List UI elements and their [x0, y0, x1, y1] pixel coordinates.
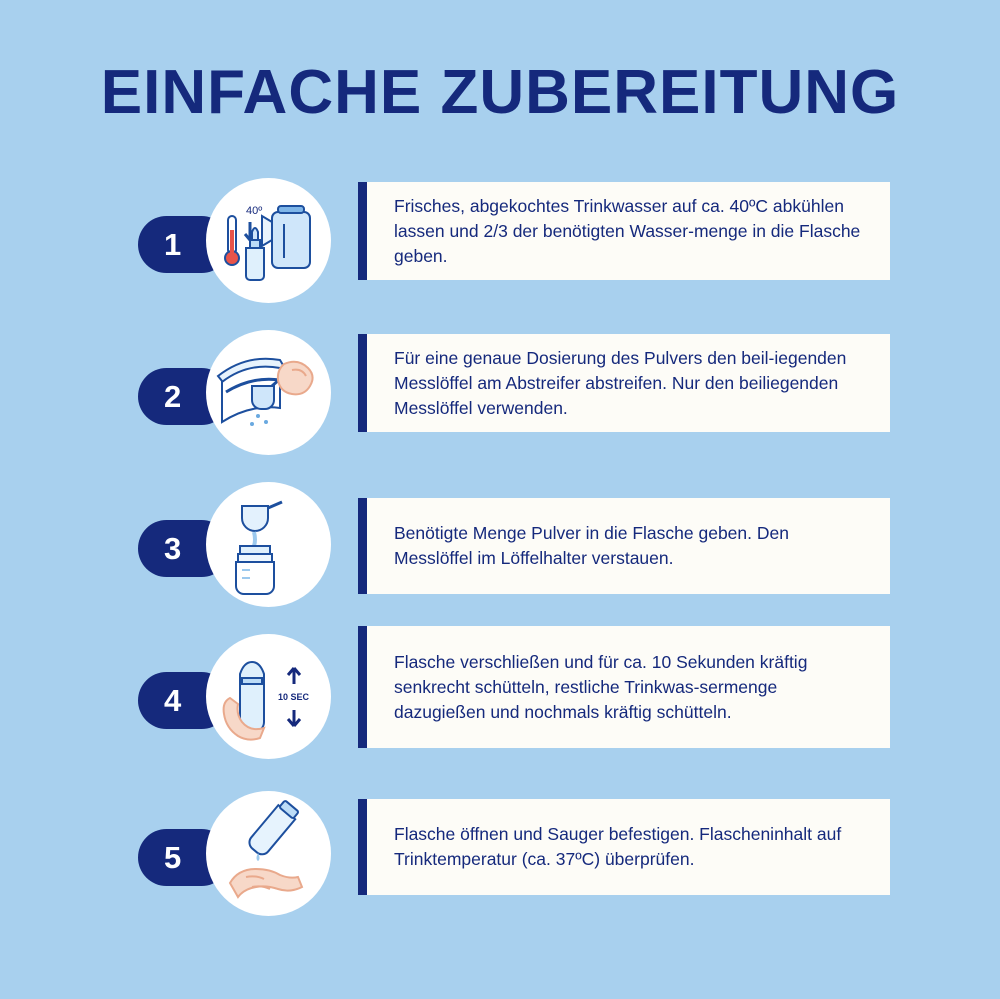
scoop-leveler-hand-icon: [206, 330, 331, 455]
step-item: [0, 634, 1000, 774]
step-item: [0, 482, 1000, 617]
shake-bottle-hand-icon: [206, 634, 331, 759]
kettle-thermometer-bottle-icon: [206, 178, 331, 303]
page-title: EINFACHE ZUBEREITUNG: [100, 58, 900, 127]
scoop-pouring-into-bottle-icon: [206, 482, 331, 607]
step-illustration: [206, 791, 331, 916]
step-text-card: [358, 498, 890, 594]
step-number-badge: 5: [138, 829, 230, 886]
step-item: [0, 791, 1000, 926]
step-number-badge: 4: [138, 672, 230, 729]
step-illustration: [206, 330, 331, 455]
step-text-card: [358, 334, 890, 432]
step-text-card: [358, 799, 890, 895]
step-illustration: [206, 634, 331, 759]
icon-label-temp: 40º: [246, 205, 263, 217]
step-illustration: [206, 178, 331, 303]
step-text: Für eine genaue Dosierung des Pulvers den beil-iegenden Messlöffel am Abstreifer abstreifen. Nur den beiliegenden Messlöffel verwenden.: [394, 347, 847, 418]
step-number-badge: 2: [138, 368, 230, 425]
step-text: Flasche öffnen und Sauger befestigen. Flascheninhalt auf Trinktemperatur (ca. 37ºC) überprüfen.: [394, 824, 842, 869]
step-number-badge: 1: [138, 216, 230, 273]
step-text: Flasche verschließen und für ca. 10 Sekunden kräftig senkrecht schütteln, restliche Trinkwas-sermenge dazugießen und nochmals kräftig schütteln.: [394, 651, 808, 722]
step-text: Frisches, abgekochtes Trinkwasser auf ca. 40ºC abkühlen lassen und 2/3 der benötigten Wasser-menge in die Flasche geben.: [394, 195, 861, 266]
step-text: Benötigte Menge Pulver in die Flasche geben. Den Messlöffel im Löffelhalter verstauen.: [394, 523, 789, 568]
step-illustration: [206, 482, 331, 607]
step-text-card: [358, 626, 890, 748]
icon-label-seconds: 10 SEC: [278, 692, 310, 702]
step-item: [0, 178, 1000, 313]
step-number-badge: 3: [138, 520, 230, 577]
step-text-card: [358, 182, 890, 280]
step-item: [0, 330, 1000, 465]
steps-list: [0, 178, 1000, 943]
drop-on-wrist-test-icon: [206, 791, 331, 916]
